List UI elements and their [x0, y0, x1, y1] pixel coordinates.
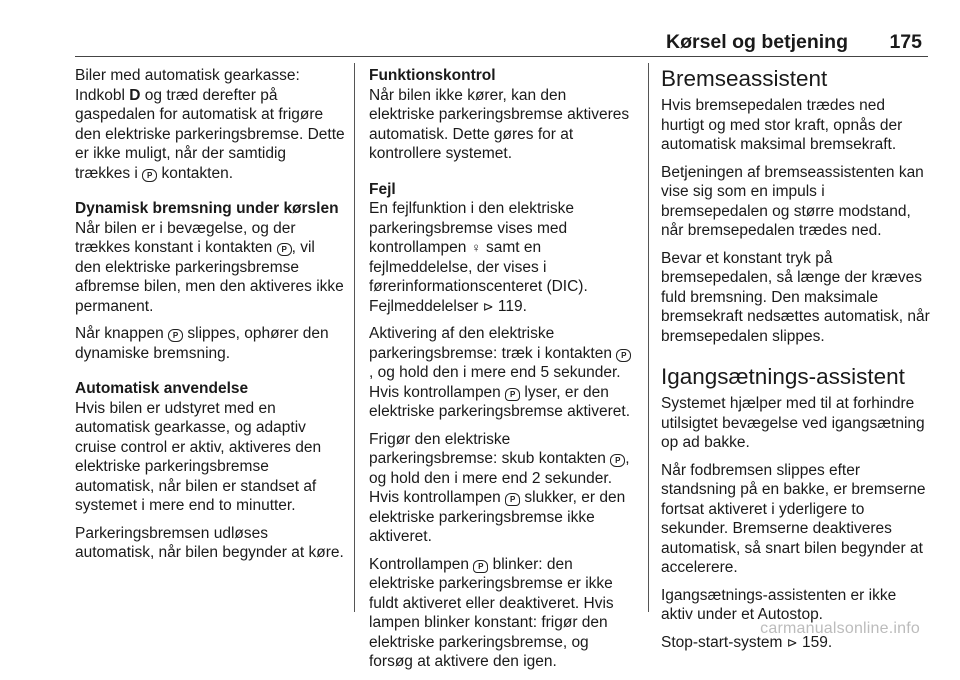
header-rule: [75, 56, 928, 57]
heading-automatic-application: Automatisk anvendelse: [75, 380, 249, 397]
paragraph: Systemet hjælper med til at forhindre utilsigtet bevægelse ved igangsætning op ad bakke.: [661, 395, 925, 451]
column-3: [661, 66, 931, 660]
paragraph: Bevar et konstant tryk på bremsepedalen, så længe der kræves fuld bremsning. Den maksimale bremsekraft nedsættes automatisk, når bremsepedalen slippes.: [661, 249, 930, 345]
fault-warning-icon: ♀: [471, 240, 482, 255]
paragraph: Stop-start-system ⊳ 159.: [661, 633, 833, 651]
page-reference-icon: ⊳: [786, 634, 798, 650]
page-number: 175: [889, 31, 922, 53]
paragraph: Igangsætnings-assistenten er ikke aktiv under et Autostop.: [661, 586, 897, 623]
paragraph: Parkeringsbremsen udløses automatisk, når bilen begynder at køre.: [75, 524, 344, 561]
paragraph: Kontrollampen P blinker: den elektriske parkeringsbremse er ikke fuldt aktiveret eller deaktiveret. Hvis lampen blinker konstant: frigør den elektriske parkeringsbremse, og forsøg at aktivere den igen.: [369, 555, 614, 670]
paragraph: Hvis bremsepedalen trædes ned hurtigt og med stor kraft, opnås der automatisk maksimal bremsekraft.: [661, 97, 903, 153]
parking-switch-icon: P: [168, 329, 183, 342]
parking-switch-icon: P: [610, 454, 625, 467]
paragraph: Frigør den elektriske parkeringsbremse: skub kontakten P , og hold den i mere end 2 sekunder. Hvis kontrollampen P slukker, er den elektriske parkeringsbremse ikke aktiveret.: [369, 430, 630, 545]
parking-lamp-icon: P: [505, 388, 520, 401]
paragraph: Når bilen er i bevægelse, og der trækkes konstant i kontakten P , vil den elektriske parkeringsbremse afbremse bilen, men den aktiveres ikke permanent.: [75, 219, 344, 315]
paragraph: Biler med automatisk gearkasse: Indkobl D og træd derefter på gaspedalen for automatisk at frigøre den elektriske parkeringsbremse. Dette er ikke muligt, når der samtidig trækkes i P kontakten.: [75, 67, 345, 182]
parking-switch-icon: P: [616, 349, 631, 362]
column-divider: [648, 63, 649, 612]
heading-hill-start-assist: Igangsætnings-assistent: [661, 364, 905, 389]
paragraph: Hvis bilen er udstyret med en automatisk gearkasse, og adaptiv cruise control er aktiv, aktiveres den elektriske parkeringsbremse automatisk, når bilen er standset af systemet i mere end to minutter.: [75, 399, 322, 514]
paragraph: Når knappen P slippes, ophører den dynamiske bremsning.: [75, 325, 329, 362]
page-header: [0, 30, 960, 56]
heading-brake-assist: Bremseassistent: [661, 66, 828, 91]
parking-lamp-icon: P: [473, 560, 488, 573]
heading-function-check: Funktionskontrol: [369, 67, 496, 84]
paragraph: Aktivering af den elektriske parkeringsbremse: træk i kontakten P, og hold den i mere end 5 sekunder. Hvis kontrollampen P lyser, er den elektriske parkeringsbremse aktiveret.: [369, 325, 631, 420]
page-reference-icon: ⊳: [482, 298, 494, 314]
paragraph: Når fodbremsen slippes efter standsning på en bakke, er bremserne fortsat aktiveret i yderligere to sekunder. Bremserne deaktiveres automatisk, så snart bilen begynder at accelerere.: [661, 461, 926, 576]
parking-switch-icon: P: [277, 243, 292, 256]
heading-dynamic-braking: Dynamisk bremsning under kørslen: [75, 200, 339, 217]
watermark: carmanualsonline.info: [760, 620, 920, 637]
column-divider: [354, 63, 355, 612]
paragraph: Når bilen ikke kører, kan den elektriske parkeringsbremse aktiveres automatisk. Dette gøres for at kontrollere systemet.: [369, 86, 630, 162]
column-2: [369, 66, 635, 680]
paragraph: Betjeningen af bremseassistenten kan vise sig som en impuls i bremsepedalen og større modstand, når bremsepedalen trædes ned.: [661, 163, 924, 239]
column-1: [75, 66, 345, 571]
parking-switch-icon: P: [142, 169, 157, 182]
paragraph: En fejlfunktion i den elektriske parkeringsbremse vises med kontrollampen ♀ samt en fejlmeddelelse, der vises i førerinformationscenteret (DIC). Fejlmeddelelser ⊳ 119.: [369, 200, 588, 315]
section-title: Kørsel og betjening: [665, 31, 848, 53]
heading-fault: Fejl: [369, 180, 396, 198]
parking-lamp-icon: P: [505, 493, 520, 506]
